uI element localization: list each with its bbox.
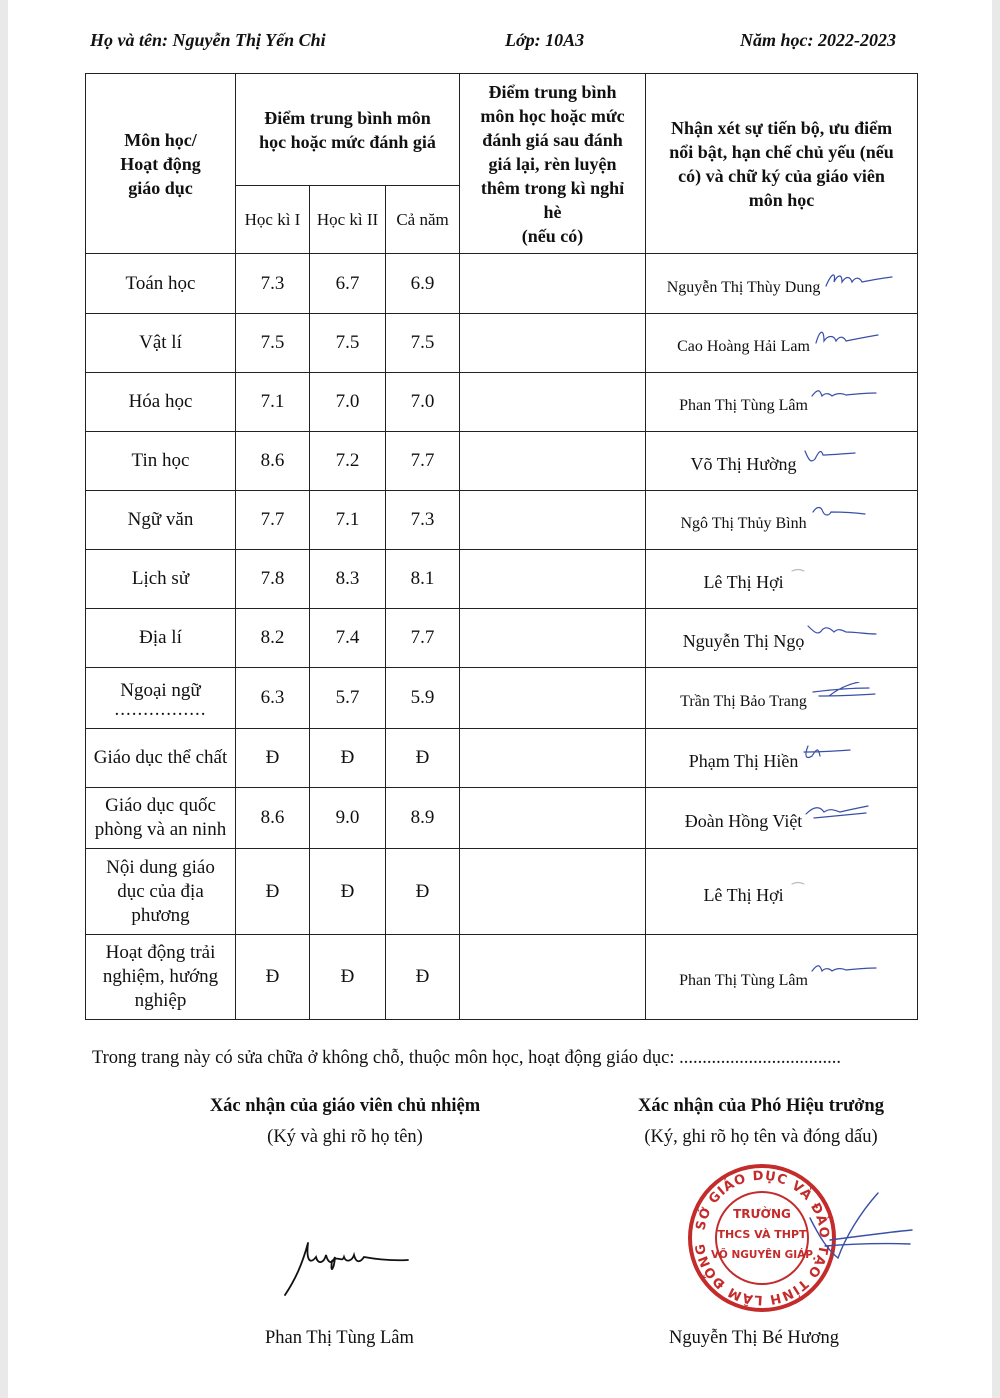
score-hk2: 7.0 <box>310 373 386 432</box>
teacher-name: Phạm Thị Hiền <box>688 751 799 771</box>
subject-name: Toán học <box>86 254 236 314</box>
header-average: Điểm trung bình môn học hoặc mức đánh giá <box>236 74 460 186</box>
teacher-name: Võ Thị Hường <box>690 454 797 474</box>
header-semester-2: Học kì II <box>310 186 386 254</box>
teacher-name: Lê Thị Hợi <box>703 572 784 592</box>
header-comment: Nhận xét sự tiến bộ, ưu điểm nổi bật, hạn chế chủ yếu (nếu có) và chữ ký của giáo viên môn học <box>646 74 918 254</box>
teacher-comment <box>646 550 918 609</box>
retest-score <box>460 550 646 609</box>
teacher-name: Nguyễn Thị Thùy Dung <box>666 278 821 296</box>
table-row <box>86 491 918 550</box>
teacher-comment <box>646 729 918 788</box>
vice-principal-name: Nguyễn Thị Bé Hương <box>669 1328 840 1348</box>
retest-score <box>460 254 646 314</box>
score-hk1: Đ <box>236 729 310 788</box>
score-year: Đ <box>386 729 460 788</box>
score-year: Đ <box>386 849 460 935</box>
score-year: Đ <box>386 935 460 1020</box>
score-hk2: 9.0 <box>310 788 386 849</box>
teacher-comment <box>646 849 918 935</box>
teacher-signature <box>809 682 883 706</box>
vice-principal-signature <box>790 1188 920 1268</box>
table-row <box>86 849 918 935</box>
teacher-name: Phan Thị Tùng Lâm <box>679 397 808 414</box>
stamp-line-2: THCS VÀ THPT <box>717 1228 807 1241</box>
score-year: 8.9 <box>386 788 460 849</box>
teacher-comment <box>646 314 918 373</box>
teacher-name: Ngô Thị Thủy Bình <box>680 515 807 532</box>
teacher-signature <box>799 445 873 469</box>
retest-score <box>460 788 646 849</box>
teacher-comment <box>646 373 918 432</box>
score-hk1: 6.3 <box>236 668 310 729</box>
teacher-comment <box>646 668 918 729</box>
teacher-comment <box>646 254 918 314</box>
homeroom-subtitle: (Ký và ghi rõ họ tên) <box>267 1127 423 1147</box>
score-hk2: 7.5 <box>310 314 386 373</box>
score-year: 5.9 <box>386 668 460 729</box>
class-name: Lớp: 10A3 <box>505 30 585 50</box>
score-year: 8.1 <box>386 550 460 609</box>
homeroom-title: Xác nhận của giáo viên chủ nhiệm <box>209 1096 481 1116</box>
teacher-signature <box>810 961 884 985</box>
retest-score <box>460 609 646 668</box>
subject-name: Vật lí <box>86 314 236 373</box>
vice-principal-subtitle: (Ký, ghi rõ họ tên và đóng dấu) <box>644 1127 878 1147</box>
header-retest: Điểm trung bình môn học hoặc mức đánh giá sau đánh giá lại, rèn luyện thêm trong kì nghỉ hè (nếu có) <box>460 74 646 254</box>
subject-name: Địa lí <box>86 609 236 668</box>
table-row <box>86 609 918 668</box>
teacher-comment <box>646 935 918 1020</box>
teacher-name: Trần Thị Bảo Trang <box>680 693 807 710</box>
teacher-signature <box>786 563 860 587</box>
teacher-name: Phan Thị Tùng Lâm <box>679 972 808 989</box>
retest-score <box>460 373 646 432</box>
grades-table <box>85 73 918 1020</box>
score-year: 7.3 <box>386 491 460 550</box>
header-subject: Môn học/ Hoạt động giáo dục <box>86 74 236 254</box>
score-hk2: 5.7 <box>310 668 386 729</box>
teacher-name: Nguyễn Thị Ngọ <box>682 631 805 651</box>
stamp-line-1: TRƯỜNG <box>733 1207 791 1221</box>
subject-name: Nội dung giáo dục của địa phương <box>86 849 236 935</box>
table-row <box>86 373 918 432</box>
table-row <box>86 314 918 373</box>
score-year: 7.7 <box>386 432 460 491</box>
document-header <box>0 30 1000 54</box>
score-year: 7.7 <box>386 609 460 668</box>
teacher-signature <box>809 504 883 528</box>
teacher-comment <box>646 432 918 491</box>
subject-name: Ngoại ngữ ................ <box>86 668 236 729</box>
score-hk1: Đ <box>236 935 310 1020</box>
teacher-signature <box>812 327 886 351</box>
vice-principal-title: Xác nhận của Phó Hiệu trưởng <box>638 1096 884 1116</box>
teacher-signature <box>804 802 878 826</box>
homeroom-signature <box>280 1235 420 1300</box>
score-year: 7.5 <box>386 314 460 373</box>
subject-name: Giáo dục quốc phòng và an ninh <box>86 788 236 849</box>
score-year: 7.0 <box>386 373 460 432</box>
teacher-name: Cao Hoàng Hải Lam <box>677 338 810 355</box>
retest-score <box>460 935 646 1020</box>
table-row <box>86 668 918 729</box>
score-hk1: 7.7 <box>236 491 310 550</box>
header-semester-1: Học kì I <box>236 186 310 254</box>
table-row <box>86 788 918 849</box>
teacher-name: Đoàn Hồng Việt <box>684 811 803 831</box>
teacher-signature <box>800 742 874 766</box>
table-row <box>86 729 918 788</box>
teacher-comment <box>646 788 918 849</box>
score-year: 6.9 <box>386 254 460 314</box>
table-row <box>86 432 918 491</box>
score-hk1: 8.2 <box>236 609 310 668</box>
correction-note: Trong trang này có sửa chữa ở không chỗ, thuộc môn học, hoạt động giáo dục: ................................... <box>92 1048 842 1068</box>
retest-score <box>460 849 646 935</box>
table-row <box>86 550 918 609</box>
retest-score <box>460 314 646 373</box>
retest-score <box>460 668 646 729</box>
subject-name: Ngữ văn <box>86 491 236 550</box>
score-hk2: 7.4 <box>310 609 386 668</box>
score-hk1: 8.6 <box>236 788 310 849</box>
subject-name: Lịch sử <box>86 550 236 609</box>
score-hk2: 6.7 <box>310 254 386 314</box>
header-full-year: Cả năm <box>386 186 460 254</box>
score-hk2: Đ <box>310 729 386 788</box>
score-hk1: 7.1 <box>236 373 310 432</box>
homeroom-confirmation <box>170 1096 520 1148</box>
table-row <box>86 254 918 314</box>
table-row <box>86 935 918 1020</box>
subject-name: Hoạt động trải nghiệm, hướng nghiệp <box>86 935 236 1020</box>
retest-score <box>460 729 646 788</box>
subject-name: Giáo dục thể chất <box>86 729 236 788</box>
retest-score <box>460 491 646 550</box>
score-hk1: Đ <box>236 849 310 935</box>
score-hk1: 7.5 <box>236 314 310 373</box>
teacher-comment <box>646 609 918 668</box>
teacher-comment <box>646 491 918 550</box>
score-hk2: 7.2 <box>310 432 386 491</box>
stamp-line-3: VÕ NGUYÊN GIÁP <box>710 1249 814 1261</box>
score-hk2: 7.1 <box>310 491 386 550</box>
score-hk1: 7.8 <box>236 550 310 609</box>
score-hk1: 7.3 <box>236 254 310 314</box>
score-hk1: 8.6 <box>236 432 310 491</box>
school-year: Năm học: 2022-2023 <box>740 30 896 50</box>
subject-name: Hóa học <box>86 373 236 432</box>
teacher-signature <box>810 386 884 410</box>
teacher-signature <box>806 622 880 646</box>
teacher-name: Lê Thị Hợi <box>703 884 784 905</box>
teacher-signature <box>786 876 860 900</box>
stamp-ring-text: SỞ GIÁO DỤC VÀ ĐÀO TẠO TỈNH LÂM ĐỒNG <box>693 1168 832 1308</box>
homeroom-teacher-name: Phan Thị Tùng Lâm <box>265 1328 414 1348</box>
score-hk2: Đ <box>310 849 386 935</box>
vice-principal-confirmation <box>586 1096 936 1148</box>
retest-score <box>460 432 646 491</box>
score-hk2: Đ <box>310 935 386 1020</box>
score-hk2: 8.3 <box>310 550 386 609</box>
subject-name: Tin học <box>86 432 236 491</box>
student-name: Họ và tên: Nguyễn Thị Yến Chi <box>90 30 326 50</box>
teacher-signature <box>822 268 896 292</box>
